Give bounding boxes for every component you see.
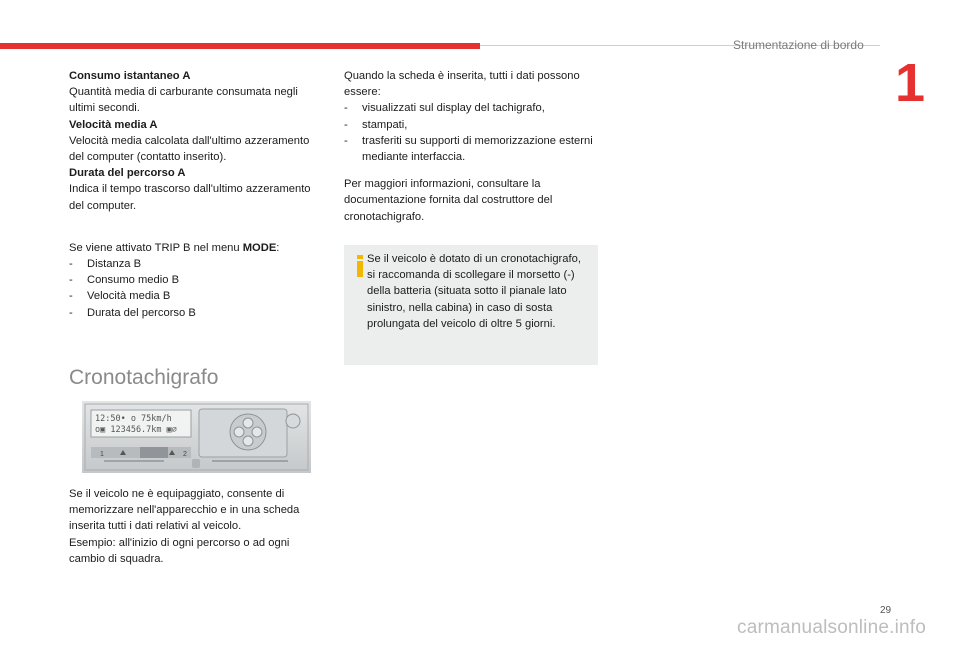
section-title: Cronotachigrafo — [69, 366, 219, 389]
trip-menu-name: MODE — [242, 241, 277, 254]
trip-intro — [69, 240, 324, 256]
info-text: Se il veicolo è dotato di un cronotachigrafo, si raccomanda di scollegare il morsetto (-) della batteria (situata sotto il pianale lato sinistro, nella cabina) in caso di sosta prolungata del veicolo di oltre 5 giorni. — [367, 253, 581, 330]
para-consumo: Quantità media di carburante consumata negli ultimi secondi. — [69, 86, 298, 115]
card-intro: Quando la scheda è inserita, tutti i dati possono essere: — [344, 70, 580, 99]
header-title: Strumentazione di bordo — [733, 38, 864, 52]
chrono-description — [69, 486, 324, 567]
tacho-line2: o▣ 123456.7km ▣⌀ — [95, 425, 177, 435]
heading-durata: Durata del percorso A — [69, 167, 186, 180]
list-item: - Durata del percorso B — [69, 305, 324, 321]
para-velocita: Velocità media calcolata dall'ultimo azzeramento del computer (contatto inserito). — [69, 134, 310, 164]
trip-list — [69, 256, 324, 321]
info-box — [344, 245, 598, 365]
heading-consumo: Consumo istantaneo A — [69, 70, 191, 82]
list-item: - Velocità media B — [69, 288, 324, 304]
left-column — [69, 68, 324, 321]
tacho-line1: 12:50• o 75km/h — [95, 414, 172, 424]
watermark: carmanualsonline.info — [737, 617, 927, 638]
tacho-button-1: 1 — [100, 451, 104, 458]
chrono-para-2: Esempio: all'inizio di ogni percorso o ad ogni cambio di squadra. — [69, 536, 290, 565]
para-durata: Indica il tempo trascorso dall'ultimo azzeramento del computer. — [69, 183, 311, 212]
list-item: - visualizzati sul display del tachigrafo, — [344, 100, 604, 116]
info-icon — [354, 255, 366, 277]
list-item: - stampati, — [344, 117, 604, 133]
info-reference: Per maggiori informazioni, consultare la documentazione fornita dal costruttore del cronotachigrafo. — [344, 178, 553, 223]
list-item: - trasferiti su supporti di memorizzazione esterni mediante interfaccia. — [344, 133, 604, 165]
list-item: - Distanza B — [69, 256, 324, 272]
card-list — [344, 100, 604, 165]
header-red-bar — [0, 43, 480, 49]
page-number: 29 — [880, 605, 892, 616]
chapter-number: 1 — [895, 53, 926, 113]
list-item: - Consumo medio B — [69, 272, 324, 288]
tacho-button-2: 2 — [183, 451, 187, 458]
chrono-para-1: Se il veicolo ne è equipaggiato, consente di memorizzare nell'apparecchio e in una scheda inserita tutti i dati relativi al veicolo. — [69, 488, 300, 533]
right-column — [344, 68, 604, 225]
trip-colon: : — [276, 241, 280, 254]
tachograph-illustration — [82, 401, 311, 473]
heading-velocita: Velocità media A — [69, 118, 158, 131]
trip-intro-text: Se viene attivato TRIP B nel menu — [69, 241, 243, 254]
